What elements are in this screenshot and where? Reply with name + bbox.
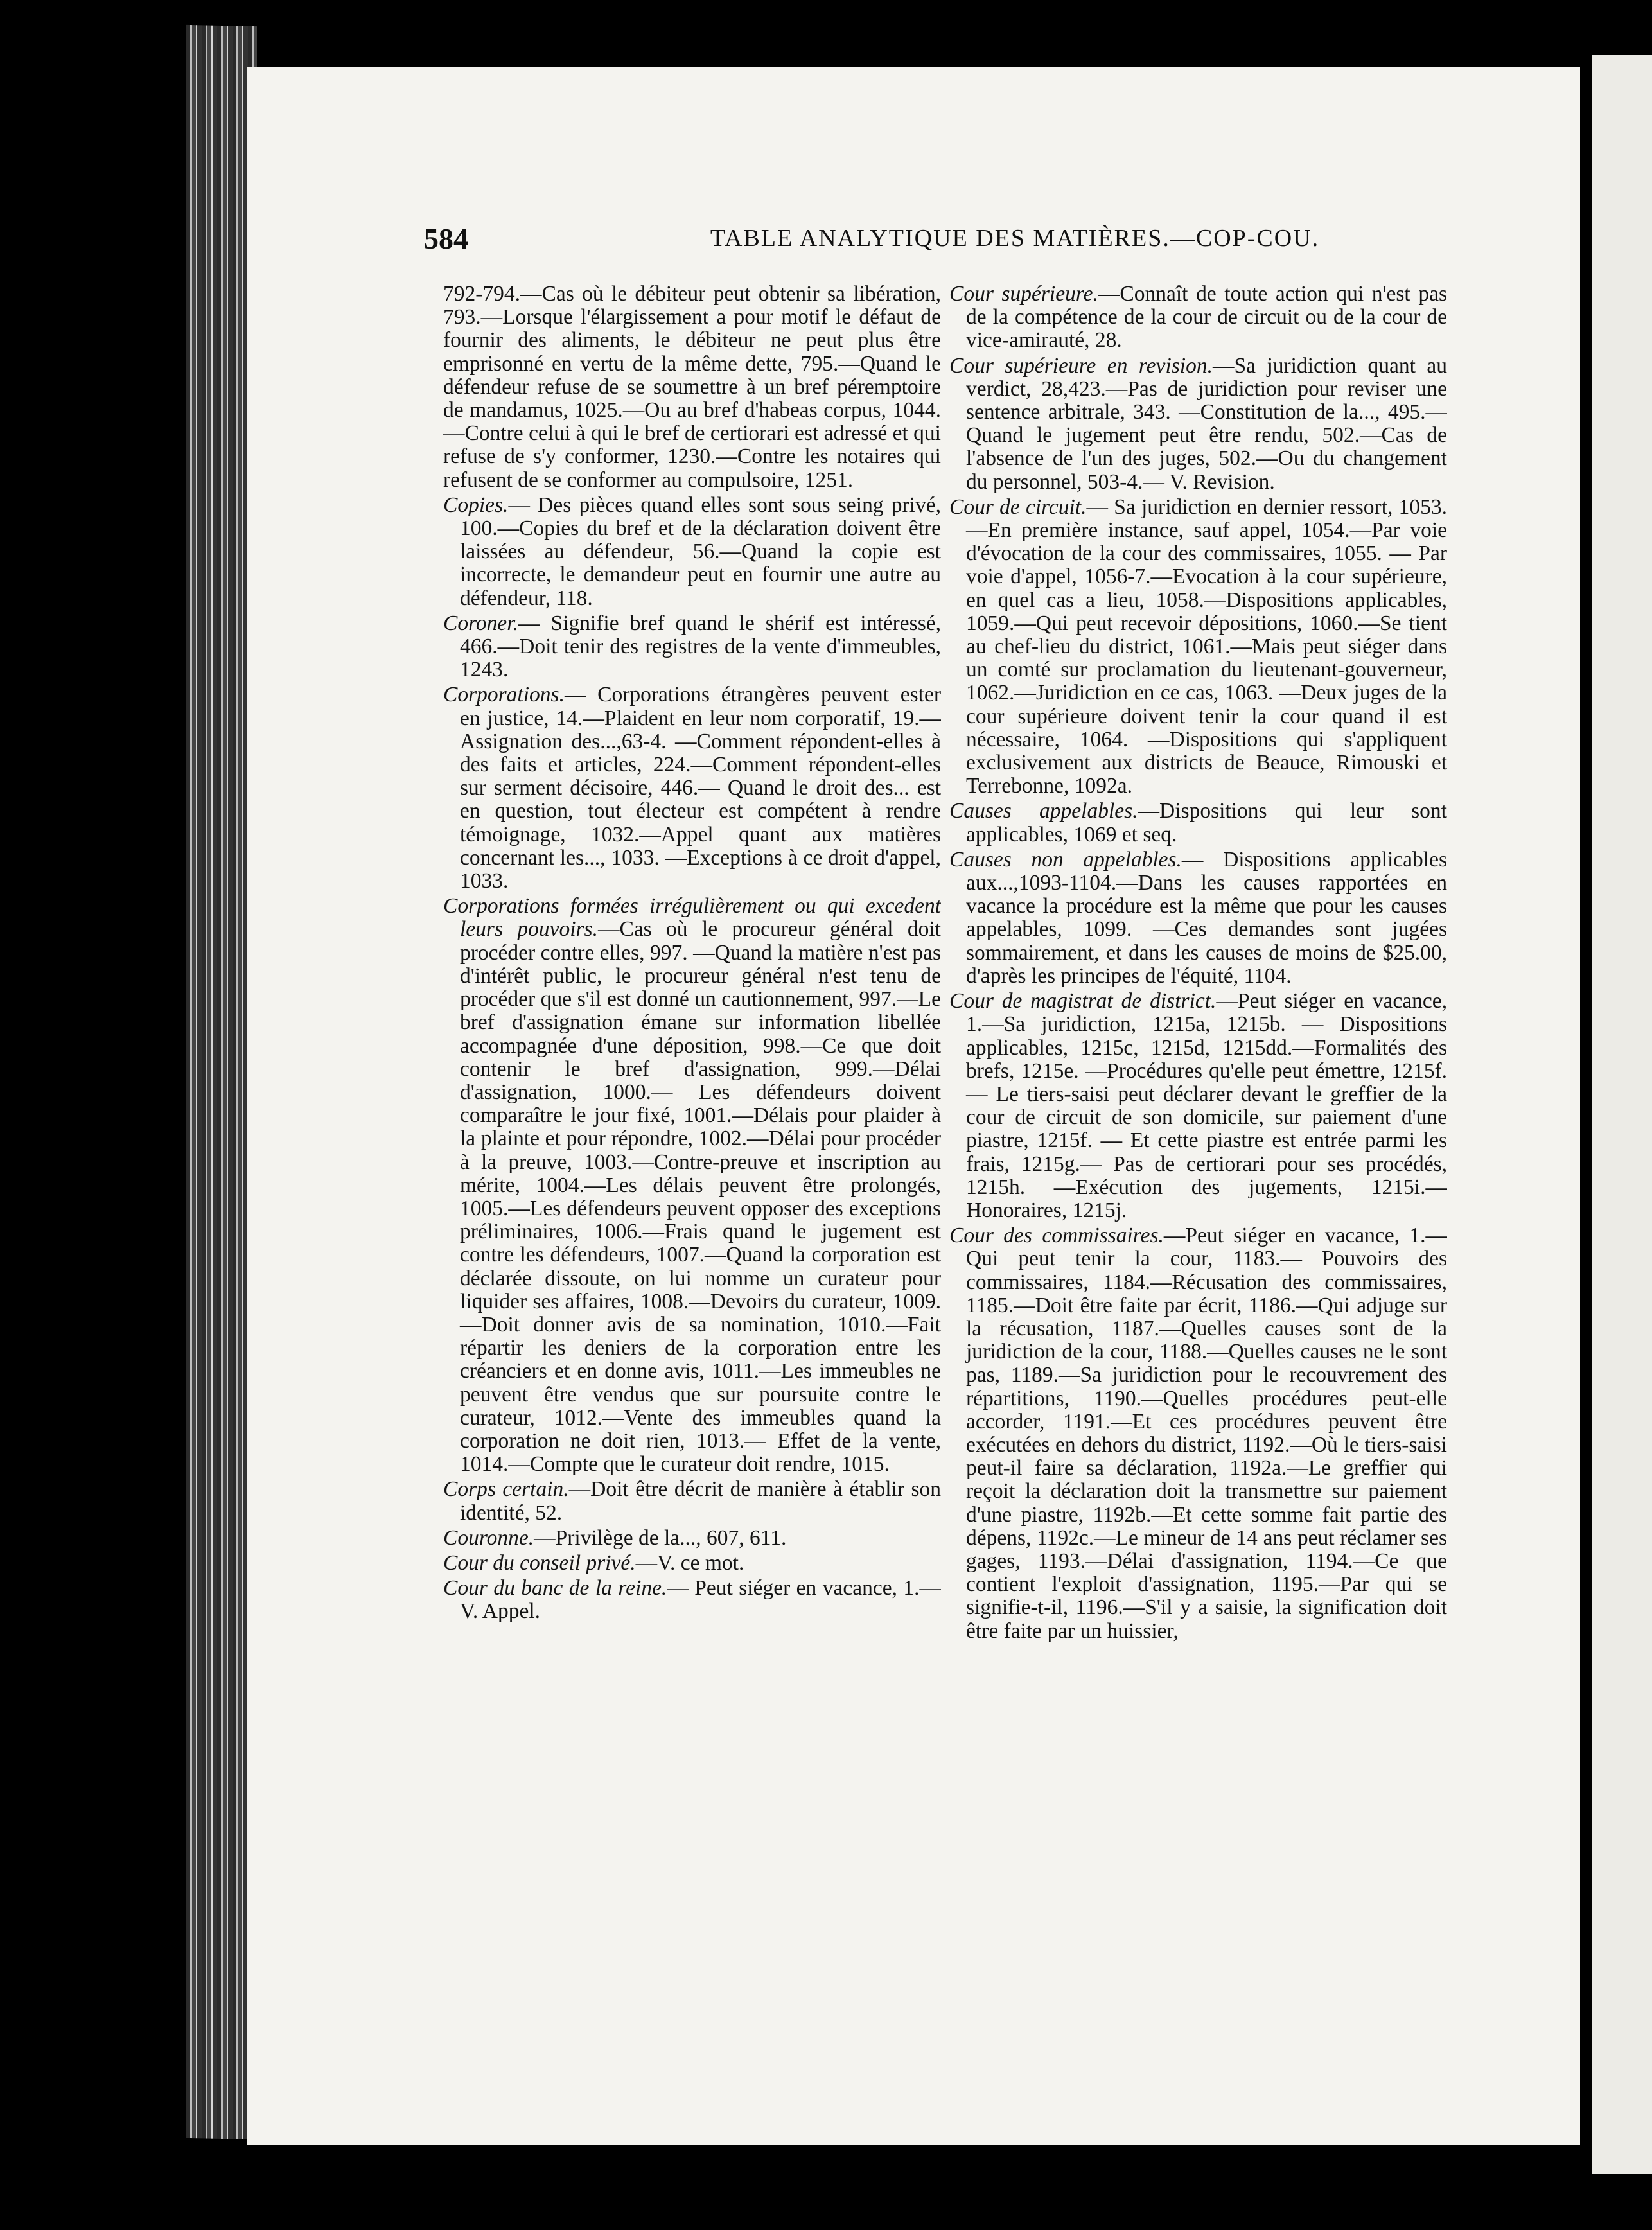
entry-term: Cour de magistrat de district. bbox=[949, 989, 1217, 1014]
index-entry bbox=[443, 683, 941, 893]
entry-text: —Peut siéger en vacance, 1.—Sa juridiction, 1215a, 1215b. — Dispositions applicables, 1215c, 1215d, 1215dd.—Formalités des brefs, 1215e. —Procédures qu'elle peut émettre, 1215f.— Le tiers-saisi peut déclarer devant le greffier de la cour de circuit de son domicile, sur paiement d'une piastre, 1215f. — Et cette piastre est entrée parmi les frais, 1215g.— Pas de certiorari pour ses procédés, 1215h. —Exécution des jugements, 1215i.—Honoraires, 1215j. bbox=[966, 989, 1447, 1222]
entry-term: Cour supérieure. bbox=[949, 283, 1098, 306]
index-entry bbox=[443, 283, 941, 492]
entry-term: Coroner. bbox=[443, 611, 518, 635]
index-entry bbox=[949, 800, 1447, 846]
entry-text: — Corporations étrangères peuvent ester en justice, 14.—Plaident en leur nom corporatif, 19.—Assignation des...,63-4. —Comment répondent-elles à des faits et articles, 224.—Comment répondent-elles sur serment décisoire, 446.— Quand le droit des... est en question, tout électeur est compétent à rendre témoignage, 1032.—Appel quant aux matières concernant les..., 1033. —Exceptions à ce droit d'appel, 1033. bbox=[460, 683, 941, 893]
entry-text: — Signifie bref quand le shérif est intéressé, 466.—Doit tenir des registres de la vente d'immeubles, 1243. bbox=[460, 611, 941, 682]
entry-term: Cour de circuit. bbox=[949, 495, 1087, 519]
index-entry bbox=[949, 283, 1447, 353]
right-column bbox=[949, 283, 1447, 1953]
entry-text: — Des pièces quand elles sont sous seing privé, 100.—Copies du bref et de la déclaration doivent être laissées au défendeur, 56.—Quand la copie est incorrecte, le demandeur peut en fournir une autre au défendeur, 118. bbox=[460, 493, 941, 610]
entry-text: —Doit être décrit de manière à établir son identité, 52. bbox=[460, 1477, 941, 1525]
index-entry bbox=[443, 1527, 941, 1550]
entry-term: Corps certain. bbox=[443, 1477, 569, 1502]
entry-term: Causes appelables. bbox=[949, 799, 1138, 823]
entry-text: — Dispositions applicables aux...,1093-1104.—Dans les causes rapportées en vacance la procédure est la même que pour les causes appelables, 1099. —Ces demandes sont jugées sommairement, et dans les causes de moins de $25.00, d'après les principes de l'équité, 1104. bbox=[966, 847, 1447, 988]
entry-term: Causes non appelables. bbox=[949, 847, 1182, 872]
index-entry bbox=[949, 1224, 1447, 1643]
index-entry bbox=[443, 895, 941, 1476]
entry-text: —Cas où le procureur général doit procéder contre elles, 997. —Quand la matière n'est pas d'intérêt public, le procureur général n'est tenu de procéder que s'il est donné un cautionnement, 997.—Le bref d'assignation émane sur information libellée accompagnée d'une déposition, 998.—Ce que doit contenir le bref d'assignation, 999.—Délai d'assignation, 1000.— Les défendeurs doivent comparaître le jour fixé, 1001.—Délais pour plaider à la plainte et pour répondre, 1002.—Délai pour procéder à la preuve, 1003.—Contre-preuve et inscription au mérite, 1004.—Les délais peuvent être prolongés, 1005.—Les défendeurs peuvent opposer des exceptions préliminaires, 1006.—Frais quand le jugement est contre les défendeurs, 1007.—Quand la corporation est déclarée dissoute, on lui nomme un curateur pour liquider ses affaires, 1008.—Devoirs du curateur, 1009.—Doit donner avis de sa nomination, 1010.—Fait répartir les deniers de la corporation entre les créanciers et en donne avis, 1011.—Les immeubles ne peuvent être vendus que sur poursuite contre le curateur, 1012.—Vente des immeubles quand la corporation ne doit rien, 1013.— Effet de la vente, 1014.—Compte que le curateur doit rendre, 1015. bbox=[460, 917, 941, 1477]
entry-term: Cour des commissaires. bbox=[949, 1224, 1164, 1248]
index-entry bbox=[949, 355, 1447, 494]
entry-text: —Privilège de la..., 607, 611. bbox=[534, 1525, 787, 1550]
running-head bbox=[424, 222, 1567, 267]
entry-term: Couronne. bbox=[443, 1525, 534, 1550]
index-entry bbox=[949, 848, 1447, 988]
entry-text: 792-794.—Cas où le débiteur peut obtenir sa libération, 793.—Lorsque l'élargissement a pour motif le défaut de fournir des aliments, le débiteur ne peut plus être emprisonné en vertu de la même dette, 795.—Quand le défendeur refuse de se soumettre à un bref péremptoire de mandamus, 1025.—Ou au bref d'habeas corpus, 1044.—Contre celui à qui le bref de certiorari est adressé et qui refuse de s'y conformer, 1230.—Contre les notaires qui refusent de se conformer au compulsoire, 1251. bbox=[443, 283, 941, 492]
entry-text: —Connaît de toute action qui n'est pas de la compétence de la cour de circuit ou de la cour de vice-amirauté, 28. bbox=[966, 283, 1447, 353]
index-entry bbox=[443, 612, 941, 682]
index-entry bbox=[949, 496, 1447, 798]
entry-text: —Dispositions qui leur sont applicables, 1069 et seq. bbox=[966, 799, 1447, 847]
entry-text: —V. ce mot. bbox=[635, 1550, 744, 1575]
entry-term: Cour du banc de la reine. bbox=[443, 1576, 667, 1601]
entry-term: Cour supérieure en revision. bbox=[949, 353, 1213, 378]
index-entry bbox=[443, 1552, 941, 1575]
entry-term: Copies. bbox=[443, 493, 509, 517]
page-number: 584 bbox=[424, 222, 468, 255]
entry-text: —Peut siéger en vacance, 1.—Qui peut tenir la cour, 1183.— Pouvoirs des commissaires, 1184.—Récusation des commissaires, 1185.—Doit être faite par écrit, 1186.—Qui adjuge sur la récusation, 1187.—Quelles causes sont de la juridiction de la cour, 1188.—Quelles causes ne le sont pas, 1189.—Sa juridiction pour le recouvrement des répartitions, 1190.—Quelles procédures peut-elle accorder, 1191.—Et ces procédures peuvent être exécutées en dehors du district, 1192.—Où le tiers-saisi peut-il faire sa déclaration, 1192a.—Le greffier qui reçoit la déclaration doit la transmettre sur paiement d'une piastre, 1192b.—Et cette somme fait partie des dépens, 1192c.—Le mineur de 14 ans peut réclamer ses gages, 1193.—Délai d'assignation, 1194.—Ce que contient l'exploit d'assignation, 1195.—Par qui se signifie-t-il, 1196.—S'il y a saisie, la signification doit être faite par un huissier, bbox=[966, 1224, 1447, 1643]
entry-term: Corporations formées irrégulièrement ou qui excedent leurs pouvoirs. bbox=[443, 894, 941, 942]
entry-term: Cour du conseil privé. bbox=[443, 1550, 636, 1575]
entry-text: — Sa juridiction en dernier ressort, 1053.—En première instance, sauf appel, 1054.—Par voie d'évocation de la cour des commissaires, 1055. — Par voie d'appel, 1056-7.—Evocation à la cour supérieure, en quel cas a lieu, 1058.—Dispositions applicables, 1059.—Qui peut recevoir dépositions, 1060.—Se tient au chef-lieu du district, 1061.—Mais peut siéger dans un comté sur proclamation du lieutenant-gouverneur, 1062.—Juridiction en ce cas, 1063. —Deux juges de la cour supérieure doivent tenir la cour quand il est nécessaire, 1064. —Dispositions qui s'appliquent exclusivement aux districts de Beauce, Rimouski et Terrebonne, 1092a. bbox=[966, 495, 1447, 798]
left-column bbox=[443, 283, 941, 1953]
index-entry bbox=[443, 494, 941, 610]
entry-term: Corporations. bbox=[443, 683, 565, 707]
entry-text: — Peut siéger en vacance, 1.—V. Appel. bbox=[460, 1576, 941, 1624]
facing-page-edge bbox=[1592, 55, 1652, 2174]
book-page-edges bbox=[186, 25, 257, 2139]
page-header-title: TABLE ANALYTIQUE DES MATIÈRES.—COP-COU. bbox=[710, 225, 1320, 252]
index-entry bbox=[443, 1478, 941, 1524]
index-entry bbox=[949, 990, 1447, 1222]
index-entry bbox=[443, 1577, 941, 1623]
entry-text: —Sa juridiction quant au verdict, 28,423.—Pas de juridiction pour reviser une sentence arbitrale, 343. —Constitution de la..., 495.—Quand le jugement peut être rendu, 502.—Cas de l'absence de l'un des juges, 502.—Ou du changement du personnel, 503-4.— V. Revision. bbox=[966, 353, 1447, 494]
